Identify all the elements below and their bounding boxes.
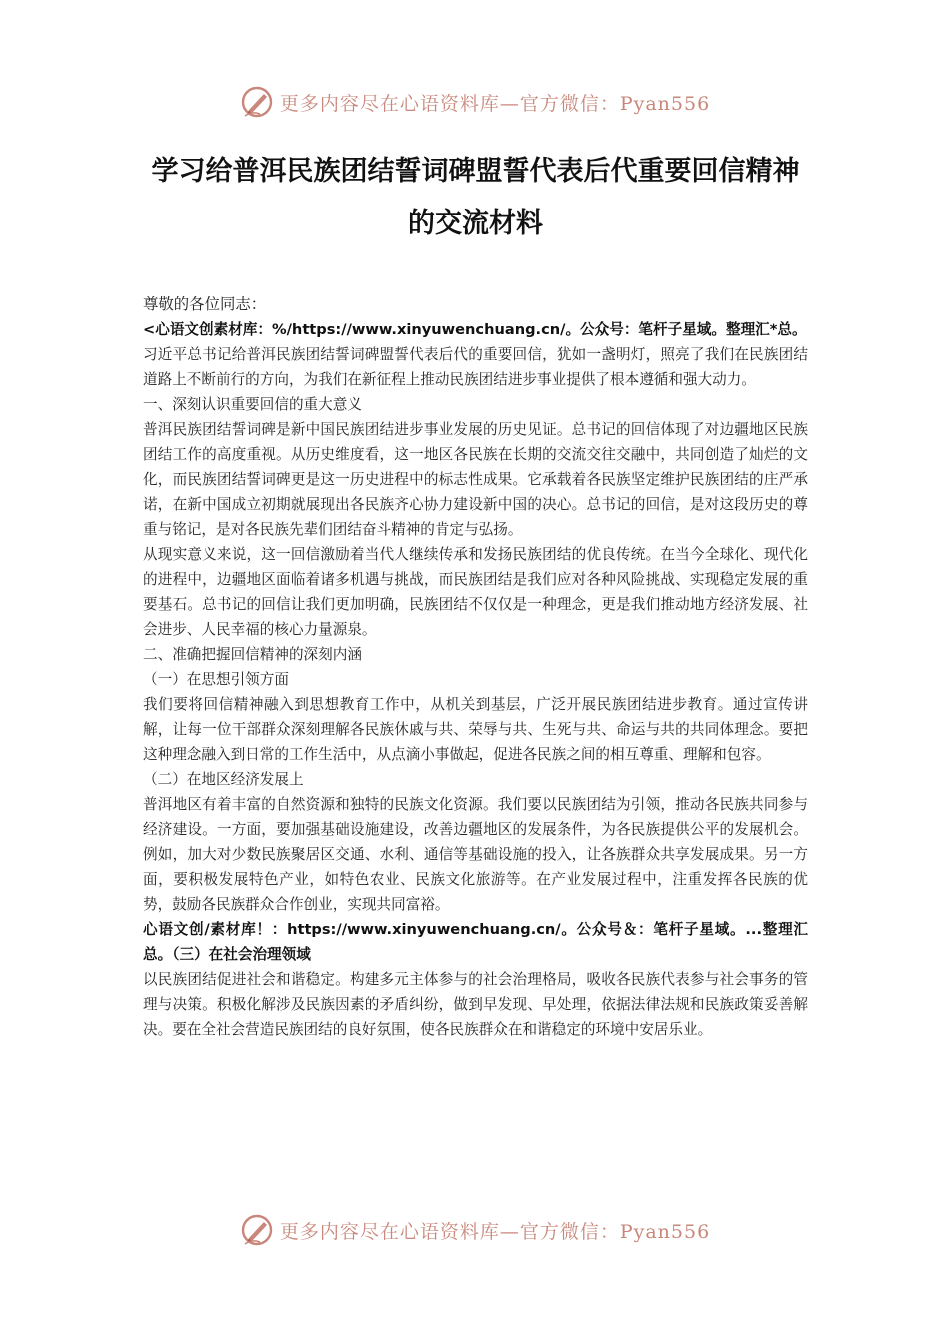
pen-circle-logo-icon: [240, 1213, 274, 1247]
body-paragraph: 以民族团结促进社会和谐稳定。构建多元主体参与的社会治理格局，吸收各民族代表参与社会事务的管理与决策。积极化解涉及民族因素的矛盾纠纷，做到早发现、早处理，依据法律法规和民族政策妥善解决。要在全社会营造民族团结的良好氛围，使各民族群众在和谐稳定的环境中安居乐业。: [143, 971, 808, 1038]
body-paragraph: 从现实意义来说，这一回信激励着当代人继续传承和发扬民族团结的优良传统。在当今全球化、现代化的进程中，边疆地区面临着诸多机遇与挑战，而民族团结是我们应对各种风险挑战、实现稳定发展的重要基石。总书记的回信让我们更加明确，民族团结不仅仅是一种理念，更是我们推动地方经济发展、社会进步、人民幸福的核心力量源泉。: [143, 546, 808, 638]
body-paragraph: 普洱民族团结誓词碑是新中国民族团结进步事业发展的历史见证。总书记的回信体现了对边疆地区民族团结工作的高度重视。从历史维度看，这一地区各民族在长期的交流交往交融中，共同创造了灿烂的文化，而民族团结誓词碑更是这一历史进程中的标志性成果。它承载着各民族坚定维护民族团结的庄严承诺，在新中国成立初期就展现出各民族齐心协力建设新中国的决心。总书记的回信，是对这段历史的尊重与铭记，是对各民族先辈们团结奋斗精神的肯定与弘扬。: [143, 421, 808, 538]
footer-watermark-banner: [0, 1210, 950, 1250]
body-paragraph: 习近平总书记给普洱民族团结誓词碑盟誓代表后代的重要回信，犹如一盏明灯，照亮了我们在民族团结道路上不断前行的方向，为我们在新征程上推动民族团结进步事业提供了根本遵循和强大动力。: [143, 346, 808, 388]
body-paragraph: 一、深刻认识重要回信的重大意义: [143, 396, 362, 413]
body-paragraph: （二）在地区经济发展上: [143, 771, 304, 788]
source-note-paragraph: 心语文创/素材库！：https://www.xinyuwenchuang.cn/。公众号＆：笔杆子星域。...整理汇总。（三）在社会治理领域: [143, 921, 808, 963]
body-paragraph: （一）在思想引领方面: [143, 671, 289, 688]
body-paragraph: 普洱地区有着丰富的自然资源和独特的民族文化资源。我们要以民族团结为引领，推动各民族共同参与经济建设。一方面，要加强基础设施建设，改善边疆地区的发展条件，为各民族提供公平的发展机会。例如，加大对少数民族聚居区交通、水利、通信等基础设施的投入，让各族群众共享发展成果。另一方面，要积极发展特色产业，如特色农业、民族文化旅游等。在产业发展过程中，注重发挥各民族的优势，鼓励各民族群众合作创业，实现共同富裕。: [143, 796, 808, 913]
body-paragraph: 二、准确把握回信精神的深刻内涵: [143, 646, 362, 663]
document-title: 学习给普洱民族团结誓词碑盟誓代表后代重要回信精神的交流材料: [151, 156, 800, 239]
document-body: [143, 292, 808, 1042]
watermark-text: 更多内容尽在心语资料库—官方微信：Pyan556: [279, 1220, 711, 1243]
pen-circle-logo-icon: [240, 85, 274, 119]
body-paragraph: 我们要将回信精神融入到思想教育工作中，从机关到基层，广泛开展民族团结进步教育。通过宣传讲解，让每一位干部群众深刻理解各民族休戚与共、荣辱与共、生死与共、命运与共的共同体理念。要把这种理念融入到日常的工作生活中，从点滴小事做起，促进各民族之间的相互尊重、理解和包容。: [143, 696, 808, 763]
header-watermark-banner: [0, 82, 950, 122]
source-note-paragraph: <心语文创素材库：%/https://www.xinyuwenchuang.cn/。公众号：笔杆子星域。整理汇*总。: [143, 321, 807, 338]
body-paragraph: 尊敬的各位同志：: [143, 295, 267, 313]
watermark-text: 更多内容尽在心语资料库—官方微信：Pyan556: [279, 92, 711, 115]
